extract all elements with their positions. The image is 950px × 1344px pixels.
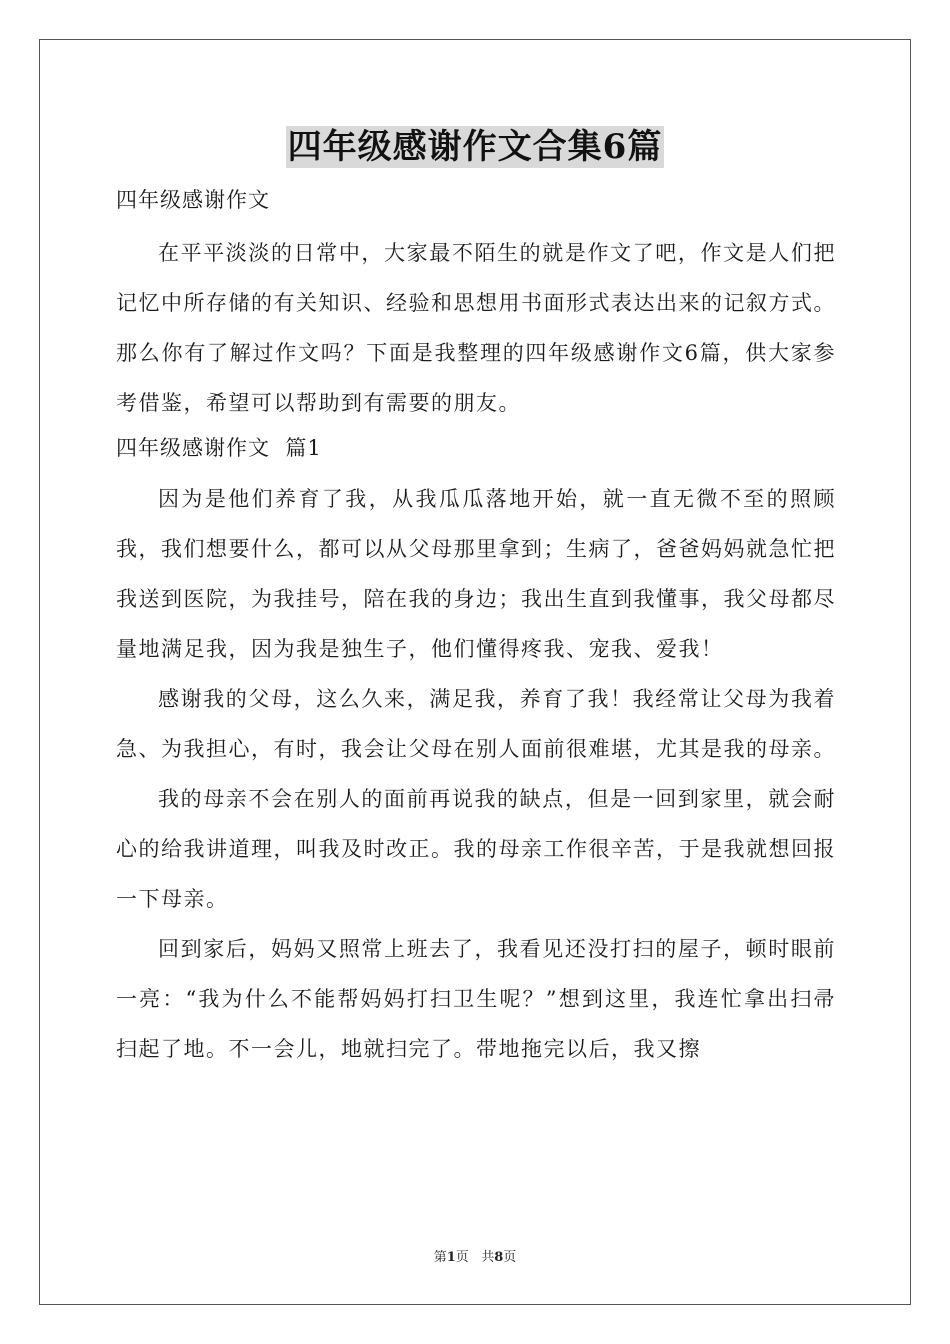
document-title: 四年级感谢作文合集6篇 — [287, 127, 663, 167]
section-heading: 四年级感谢作文 — [116, 188, 270, 212]
essay-paragraph: 因为是他们养育了我，从我瓜瓜落地开始，就一直无微不至的照顾我，我们想要什么，都可以从父母那里拿到；生病了，爸爸妈妈就急忙把我送到医院，为我挂号，陪在我的身边；我出生直到我懂事，我父母都尽量地满足我，因为我是独生子，他们懂得疼我、宠我、爱我！ — [116, 487, 836, 661]
page-footer — [0, 1246, 950, 1265]
total-pages: 8 — [494, 1250, 504, 1265]
title-container — [0, 126, 950, 168]
total-prefix: 共 — [481, 1250, 495, 1265]
page-suffix: 页 — [455, 1250, 469, 1265]
page-prefix: 第 — [433, 1250, 447, 1265]
document-body — [116, 180, 836, 1074]
intro-paragraph: 在平平淡淡的日常中，大家最不陌生的就是作文了吧，作文是人们把记忆中所存储的有关知识、经验和思想用书面形式表达出来的记叙方式。那么你有了解过作文吗？下面是我整理的四年级感谢作文6篇，供大家参考借鉴，希望可以帮助到有需要的朋友。 — [116, 241, 836, 415]
page-number: 1 — [446, 1250, 456, 1265]
essay-paragraph: 我的母亲不会在别人的面前再说我的缺点，但是一回到家里，就会耐心的给我讲道理，叫我及时改正。我的母亲工作很辛苦，于是我就想回报一下母亲。 — [116, 787, 836, 911]
essay-heading: 四年级感谢作文 篇1 — [116, 436, 322, 460]
essay-paragraph: 回到家后，妈妈又照常上班去了，我看见还没打扫的屋子，顿时眼前一亮：“我为什么不能帮妈妈打扫卫生呢？”想到这里，我连忙拿出扫帚扫起了地。不一会儿，地就扫完了。带地拖完以后，我又擦 — [116, 937, 836, 1061]
essay-paragraph: 感谢我的父母，这么久来，满足我，养育了我！我经常让父母为我着急、为我担心，有时，我会让父母在别人面前很难堪，尤其是我的母亲。 — [116, 687, 836, 761]
total-suffix: 页 — [503, 1250, 517, 1265]
